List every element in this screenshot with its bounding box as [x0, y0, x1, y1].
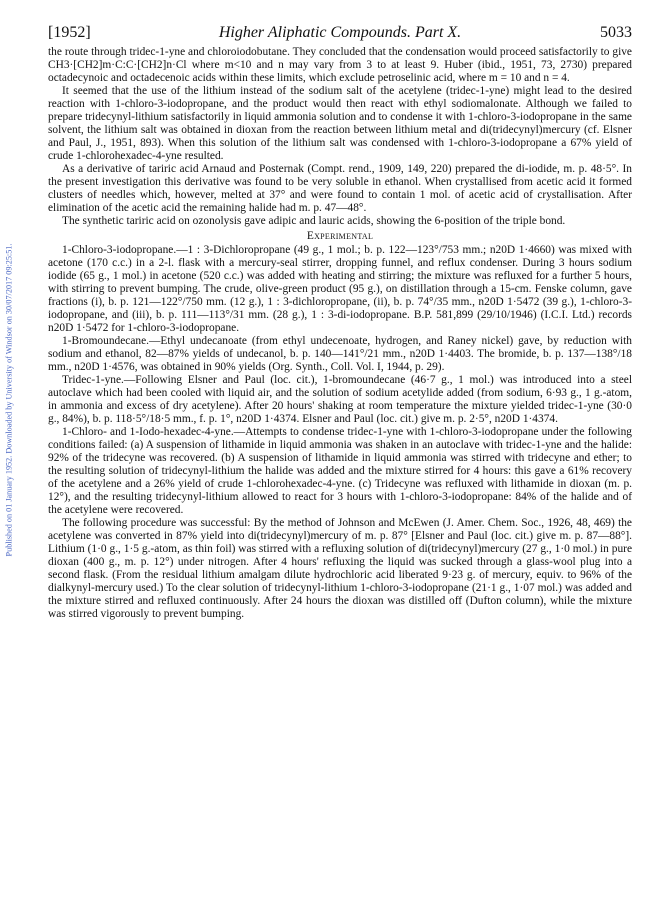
- paragraph-1: the route through tridec-1-yne and chloroiodobutane. They concluded that the condensation would proceed satisfactorily to give CH3·[CH2]m·C:C·[CH2]n·Cl where m<10 and n may vary from 3 to at least 9. Huber (ibid., 1951, 73, 2730) prepared octadecynoic and octadecenoic acids within these limits, which exclude petroselinic acid, where m = 10 and n = 4.: [48, 46, 632, 84]
- paragraph-procedure: The following procedure was successful: By the method of Johnson and McEwen (J. Amer. Chem. Soc., 1926, 48, 469) the acetylene was converted in 87% yield into di(tridecynyl)mercury of m. p. 87° [Elsner and Paul (loc. cit.) give m. p. 87—88°]. Lithium (1·0 g., 1·5 g.-atom, as thin foil) was stirred with a refluxing solution of di(tridecynyl)mercury (27 g., 1·0 mol.) in pure dioxan (400 g., m. p. 12°) under nitrogen. After 4 hours' refluxing the liquid was sucked through a glass-wool plug into a second flask. (From the residual lithium amalgam dilute hydrochloric acid liberated 9·23 g. of mercury, equiv. to 96% of the dialkynyl-mercury used.) To the clear solution of tridecynyl-lithium 1-chloro-3-iodopropane (21·1 g., 1·07 mol.) was added and the mixture stirred and refluxed continuously. After 24 hours the dioxan was distilled off (Dufton column), while the mixture was stirred vigorously to prevent bumping.: [48, 517, 632, 620]
- paragraph-4: The synthetic tariric acid on ozonolysis gave adipic and lauric acids, showing the 6-position of the triple bond.: [62, 215, 566, 227]
- download-watermark-text: Published on 01 January 1952. Downloaded by University of Windsor on 30/07/2017 09:25:51.: [4, 243, 14, 557]
- header-title: Higher Aliphatic Compounds. Part X.: [218, 24, 462, 41]
- paragraph-2: It seemed that the use of the lithium instead of the sodium salt of the acetylene (tridec-1-yne) might lead to the desired reaction with 1-chloro-3-iodopropane, and the product would then react with ethyl sodiomalonate. Although we failed to prepare tridecynyl-lithium satisfactorily in liquid ammonia solution and to condense it with 1-chloro-3-iodopropane in the same solvent, the lithium salt was obtained in dioxan from the reaction between lithium metal and di(tridecynyl)mercury (cf. Elsner and Paul, J., 1951, 893). When this solution of the lithium salt was condensed with 1-chloro-3-iodopropane a 67% yield of crude 1-chlorohexadec-4-yne resulted.: [48, 85, 632, 162]
- section-heading-experimental: Experimental: [306, 230, 374, 242]
- paragraph-tridecyne: Tridec-1-yne.—Following Elsner and Paul (loc. cit.), 1-bromoundecane (46·7 g., 1 mol.) was introduced into a steel autoclave which had been cooled with liquid air, and the solution of sodium acetylide added (from sodium, 6·93 g., 1 g.-atom, in ammonia and excess of dry acetylene). After 20 hours' shaking at room temperature the mixture yielded tridec-1-yne (30·0 g., 84%), b. p. 118·5°/18·5 mm., f. p. 1°, n20D 1·4374. Elsner and Paul (loc. cit.) give m. p. 2·5°, n20D 1·4374.: [48, 374, 632, 425]
- page-number: 5033: [600, 24, 632, 41]
- header-year: [1952]: [48, 24, 91, 41]
- running-header: [48, 24, 632, 44]
- download-watermark: [2, 120, 16, 680]
- paragraph-bromoundecane: 1-Bromoundecane.—Ethyl undecanoate (from ethyl undecenoate, hydrogen, and Raney nickel) gave, by reduction with sodium and ethanol, 82—87% yields of undecanol, b. p. 140—141°/21 mm., n20D 1·4403. The bromide, b. p. 137—138°/18 mm., n20D 1·4576, was obtained in 90% yields (Org. Synth., Coll. Vol. I, 1944, p. 29).: [48, 335, 632, 373]
- paragraph-3: As a derivative of tariric acid Arnaud and Posternak (Compt. rend., 1909, 149, 220) prepared the di-iodide, m. p. 48·5°. In the present investigation this derivative was found to be very soluble in ethanol. When crystallised from acetic acid it formed clusters of needles which, however, melted at 37° and were found to contain 1 mol. of acetic acid of crystallisation. After elimination of the acetic acid the remaining halide had m. p. 47—48°.: [48, 163, 632, 214]
- paragraph-hexadecyne: 1-Chloro- and 1-Iodo-hexadec-4-yne.—Attempts to condense tridec-1-yne with 1-chloro-3-iodopropane under the following conditions failed: (a) A suspension of lithamide in liquid ammonia was shaken in an autoclave with tridec-1-yne and the halide: 92% of the tridecyne was recovered. (b) A suspension of lithamide in liquid ammonia was stirred with tridecyne and ether; to the resulting solution of tridecynyl-lithium the halide was added and the mixture stirred for 4 hours: this gave a 61% recovery of the acetylene and a 26% yield of crude 1-chlorohexadec-4-yne. (c) Tridecyne was refluxed with lithamide in dioxan (m. p. 12°), and the resulting tridecynyl-lithium allowed to react for 3 hours with 1-chloro-3-iodopropane: 84% of the halide and of the acetylene were recovered.: [48, 426, 632, 516]
- paragraph-chloroiodopropane: 1-Chloro-3-iodopropane.—1 : 3-Dichloropropane (49 g., 1 mol.; b. p. 122—123°/753 mm.; n20D 1·4660) was mixed with acetone (170 c.c.) in a 2-l. flask with a mercury-seal stirrer, dropping funnel, and reflux condenser. During 3 hours sodium iodide (65 g., 1 mol.) in acetone (520 c.c.) was added with heating and stirring; the mixture was refluxed for a further 5 hours, with stirring to prevent bumping. The crude, olive-green product (95 g.), on distillation through a 15-cm. Fenske column, gave fractions (i), b. p. 121—122°/750 mm. (12 g.), 1 : 3-dichloropropane, (ii), b. p. 74°/35 mm., n20D 1·5472 (39 g.), 1-chloro-3-iodopropane, and (iii), b. p. 111—113°/31 mm. (28 g.), 1 : 3-di-iodopropane. B.P. 581,899 (29/10/1946) (I.C.I. Ltd.) records n20D 1·5472 for 1-chloro-3-iodopropane.: [48, 244, 632, 334]
- article-body: [48, 46, 632, 621]
